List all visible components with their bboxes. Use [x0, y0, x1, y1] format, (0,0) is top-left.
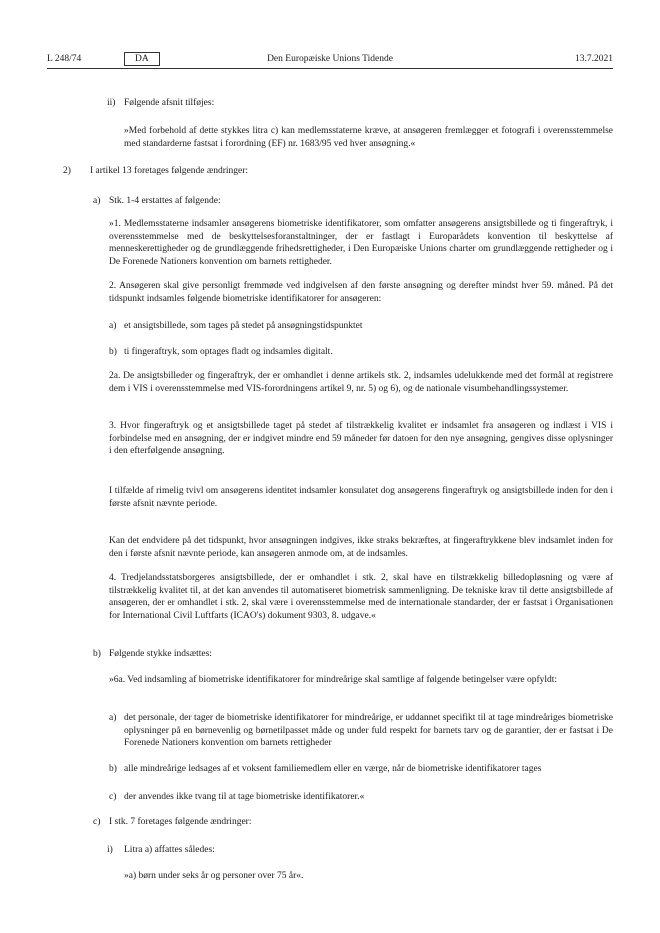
item-number: b) — [109, 764, 117, 774]
quoted-paragraph: »Med forbehold af dette stykkes litra c) kan medlemsstaterne kræve, at ansøgeren fremlægger et fotografi i overensstemmelse med standarderne fastsat i forordning (EF) nr. 1683/95 ved hver ansøgning.« — [124, 126, 613, 149]
list-item: et ansigtsbillede, som tages på stedet på ansøgningstidspunktet — [124, 321, 363, 331]
item-number: ii) — [107, 98, 116, 108]
journal-title: Den Europæiske Unions Tidende — [267, 54, 393, 64]
list-item: det personale, der tager de biometriske identifikatorer for mindreårige, er uddannet specifikt til at tage mindreåriges biometriske oplysninger på en børnevenlig og børnetilpasset måde og under fuld respekt for barnets tarv og de garantier, der er fastsat i De Forenede Nationers konvention om barnets rettigheder — [124, 713, 613, 748]
item-number: i) — [107, 845, 113, 855]
list-item: alle mindreårige ledsages af et voksent familiemedlem eller en værge, når de biometriske identifikatorer tages — [124, 764, 542, 774]
item-number: 2) — [63, 166, 71, 176]
item-number: a) — [109, 713, 117, 723]
item-number: c) — [109, 792, 117, 802]
paragraph: Følgende stykke indsættes: — [109, 649, 212, 659]
item-number: a) — [93, 196, 101, 206]
paragraph: Følgende afsnit tilføjes: — [124, 98, 215, 108]
quoted-paragraph: »a) børn under seks år og personer over 75 år«. — [124, 871, 304, 881]
paragraph: Stk. 1-4 erstattes af følgende: — [109, 196, 221, 206]
paragraph: 2a. De ansigtsbilleder og fingeraftryk, der er omhandlet i denne artikels stk. 2, indsamles udelukkende med det formål at registrere dem i VIS i overensstemmelse med VIS-forordningens artikel 9, nr. 5) og 6), og de nationale visumbehandlingssystemer. — [109, 371, 613, 394]
paragraph: Litra a) affattes således: — [124, 845, 215, 855]
paragraph: I stk. 7 foretages følgende ændringer: — [109, 817, 252, 827]
publication-date: 13.7.2021 — [575, 54, 613, 64]
item-number: b) — [109, 347, 117, 357]
list-item: ti fingeraftryk, som optages fladt og indsamles digitalt. — [124, 347, 333, 357]
paragraph: 2. Ansøgeren skal give personligt fremmøde ved indgivelsen af den første ansøgning og derefter mindst hver 59. måned. På det tidspunkt indsamles følgende biometriske identifikatorer for ansøgeren: — [109, 281, 613, 304]
paragraph: 3. Hvor fingeraftryk og et ansigtsbillede taget på stedet af tilstrækkelig kvalitet er indsamlet fra ansøgeren og indlæst i VIS i forbindelse med en ansøgning, der er indgivet mindre end 59 måneder før datoen for den nye ansøgning, gengives disse oplysninger i den efterfølgende ansøgning. — [109, 421, 613, 456]
paragraph: Kan det endvidere på det tidspunkt, hvor ansøgningen indgives, ikke straks bekræftes, at fingeraftrykkene blev indsamlet inden for den i første afsnit nævnte periode, kan ansøgeren anmode om, at de indsamles. — [109, 536, 613, 559]
journal-reference: L 248/74 — [47, 54, 82, 64]
item-number: a) — [109, 321, 117, 331]
header-rule — [47, 68, 613, 69]
paragraph: I tilfælde af rimelig tvivl om ansøgerens identitet indsamler konsulatet dog ansøgerens fingeraftryk og ansigtsbillede inden for den i første afsnit nævnte periode. — [109, 486, 613, 509]
item-number: b) — [93, 649, 101, 659]
paragraph: I artikel 13 foretages følgende ændringer: — [90, 166, 249, 176]
paragraph: 4. Tredjelandsstatsborgeres ansigtsbillede, der er omhandlet i stk. 2, skal have en tilstrækkelig billedopløsning og være af tilstrækkelig kvalitet til, at det kan anvendes til automatiseret biometrisk sammenligning. De tekniske krav til dette ansigtsbillede af ansøgeren, der er omhandlet i stk. 2, skal være i overensstemmelse med de internationale standarder, der er fastsat i Organisationen for International Civil Luftfarts (ICAO's) dokument 9303, 8. udgave.« — [109, 573, 613, 621]
page-header — [0, 54, 660, 68]
paragraph: »1. Medlemsstaterne indsamler ansøgerens biometriske identifikatorer, som omfatter ansøgerens ansigtsbillede og ti fingeraftryk, i overensstemmelse med de beskyttelsesforanstaltninger, der er fastlagt i Europarådets konvention til beskyttelse af menneskerettigheder og de grundlæggende frihedsrettigheder, i Den Europæiske Unions charter om grundlæggende rettigheder og i De Forenede Nationers konvention om barnets rettigheder. — [109, 219, 613, 267]
list-item: der anvendes ikke tvang til at tage biometriske identifikatorer.« — [124, 792, 365, 802]
item-number: c) — [93, 817, 101, 827]
paragraph: »6a. Ved indsamling af biometriske identifikatorer for mindreårige skal samtlige af følgende betingelser være opfyldt: — [109, 675, 558, 685]
language-badge: DA — [124, 52, 160, 66]
